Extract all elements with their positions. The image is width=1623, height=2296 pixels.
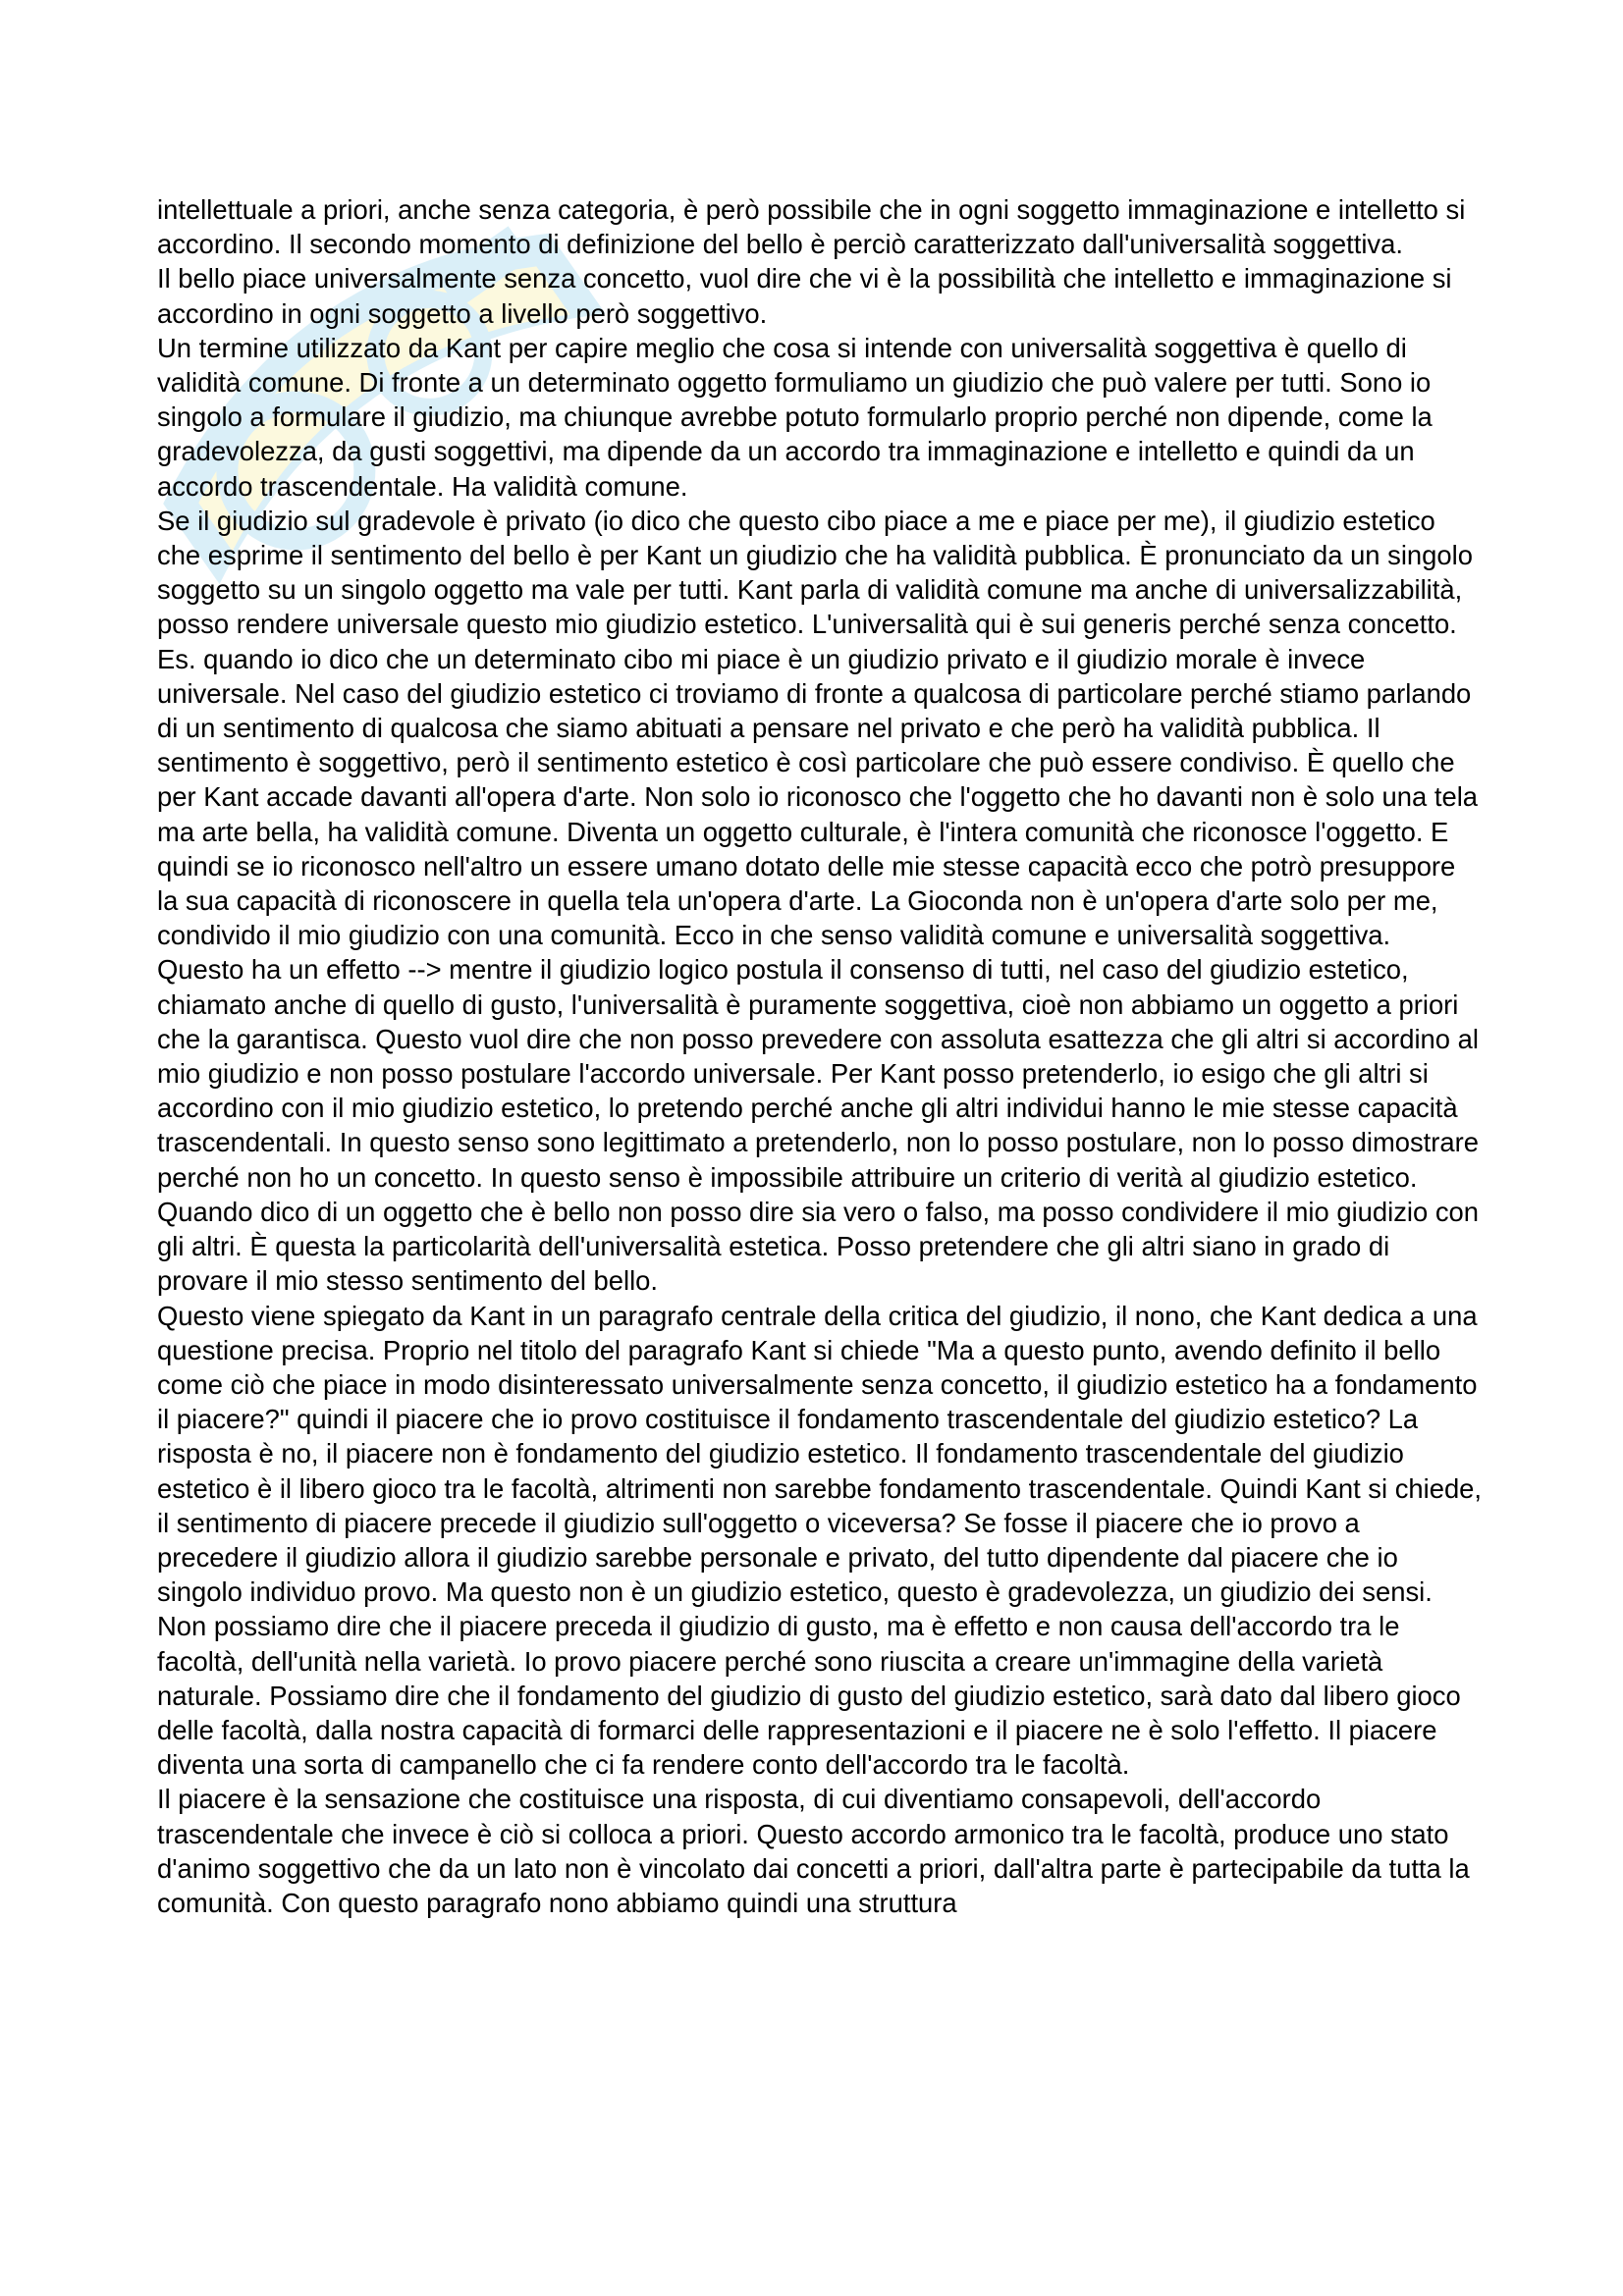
paragraph-4: Se il giudizio sul gradevole è privato (io dico che questo cibo piace a me e piace per me), il giudizio estetico che esprime il sentimento del bello è per Kant un giudizio che ha validità pubblica. È pronunciato da un singolo soggetto su un singolo oggetto ma vale per tutti. Kant parla di validità comune ma anche di universalizzabilità, posso rendere universale questo mio giudizio estetico. L'universalità qui è sui generis perché senza concetto. Es. quando io dico che un determinato cibo mi piace è un giudizio privato e il giudizio morale è invece universale. Nel caso del giudizio estetico ci troviamo di fronte a qualcosa di particolare perché stiamo parlando di un sentimento di qualcosa che siamo abituati a pensare nel privato e che però ha validità pubblica. Il sentimento è soggettivo, però il sentimento estetico è così particolare che può essere condiviso. È quello che per Kant accade davanti all'opera d'arte. Non solo io riconosco che l'oggetto che ho davanti non è solo una tela ma arte bella, ha validità comune. Diventa un oggetto culturale, è l'intera comunità che riconosce l'oggetto. E quindi se io riconosco nell'altro un essere umano dotato delle mie stesse capacità ecco che potrò presuppore la sua capacità di riconoscere in quella tela un'opera d'arte. La Gioconda non è un'opera d'arte solo per me, condivido il mio giudizio con una comunità. Ecco in che senso validità comune e universalità soggettiva. bbox=[157, 505, 1479, 951]
paragraph-6: Questo viene spiegato da Kant in un paragrafo centrale della critica del giudizio, il nono, che Kant dedica a una questione precisa. Proprio nel titolo del paragrafo Kant si chiede "Ma a questo punto, avendo definito il bello come ciò che piace in modo disinteressato universalmente senza concetto, il giudizio estetico ha a fondamento il piacere?" quindi il piacere che io provo costituisce il fondamento trascendentale del giudizio estetico? La risposta è no, il piacere non è fondamento del giudizio estetico. Il fondamento trascendentale del giudizio estetico è il libero gioco tra le facoltà, altrimenti non sarebbe fondamento trascendentale. Quindi Kant si chiede, il sentimento di piacere precede il giudizio sull'oggetto o viceversa? Se fosse il piacere che io provo a precedere il giudizio allora il giudizio sarebbe personale e privato, del tutto dipendente dal piacere che io singolo individuo provo. Ma questo non è un giudizio estetico, questo è gradevolezza, un giudizio dei sensi. Non possiamo dire che il piacere preceda il giudizio di gusto, ma è effetto e non causa dell'accordo tra le facoltà, dell'unità nella varietà. Io provo piacere perché sono riuscita a creare un'immagine della varietà naturale. Possiamo dire che il fondamento del giudizio di gusto del giudizio estetico, sarà dato dal libero gioco delle facoltà, dalla nostra capacità di formarci delle rappresentazioni e il piacere ne è solo l'effetto. Il piacere diventa una sorta di campanello che ci fa rendere conto dell'accordo tra le facoltà. bbox=[157, 1300, 1483, 1781]
paragraph-5: Questo ha un effetto --> mentre il giudizio logico postula il consenso di tutti, nel caso del giudizio estetico, chiamato anche di quello di gusto, l'universalità è puramente soggettiva, cioè non abbiamo un oggetto a priori che la garantisca. Questo vuol dire che non posso prevedere con assoluta esattezza che gli altri si accordino al mio giudizio e non posso postulare l'accordo universale. Per Kant posso pretenderlo, io esigo che gli altri si accordino con il mio giudizio estetico, lo pretendo perché anche gli altri individui hanno le mie stesse capacità trascendentali. In questo senso sono legittimato a pretenderlo, non lo posso postulare, non lo posso dimostrare perché non ho un concetto. In questo senso è impossibile attribuire un criterio di verità al giudizio estetico. Quando dico di un oggetto che è bello non posso dire sia vero o falso, ma posso condividere il mio giudizio con gli altri. È questa la particolarità dell'universalità estetica. Posso pretendere che gli altri siano in grado di provare il mio stesso sentimento del bello. bbox=[157, 954, 1480, 1297]
paragraph-2: Il bello piace universalmente senza concetto, vuol dire che vi è la possibilità che intelletto e immaginazione si accordino in ogni soggetto a livello però soggettivo. bbox=[157, 263, 1452, 329]
paragraph-7: Il piacere è la sensazione che costituisce una risposta, di cui diventiamo consapevoli, dell'accordo trascendentale che invece è ciò si colloca a priori. Questo accordo armonico tra le facoltà, produce uno stato d'animo soggettivo che da un lato non è vincolato dai concetti a priori, dall'altra parte è partecipabile da tutta la comunità. Con questo paragrafo nono abbiamo quindi una struttura bbox=[157, 1784, 1470, 1918]
document-page bbox=[157, 192, 1483, 1920]
paragraph-3: Un termine utilizzato da Kant per capire meglio che cosa si intende con universalità soggettiva è quello di validità comune. Di fronte a un determinato oggetto formuliamo un giudizio che può valere per tutti. Sono io singolo a formulare il giudizio, ma chiunque avrebbe potuto formularlo proprio perché non dipende, come la gradevolezza, da gusti soggettivi, ma dipende da un accordo tra immaginazione e intelletto e quindi da un accordo trascendentale. Ha validità comune. bbox=[157, 332, 1433, 502]
paragraph-1: intellettuale a priori, anche senza categoria, è però possibile che in ogni soggetto immaginazione e intelletto si accordino. Il secondo momento di definizione del bello è perciò caratterizzato dall'universalità soggettiva. bbox=[157, 194, 1466, 260]
